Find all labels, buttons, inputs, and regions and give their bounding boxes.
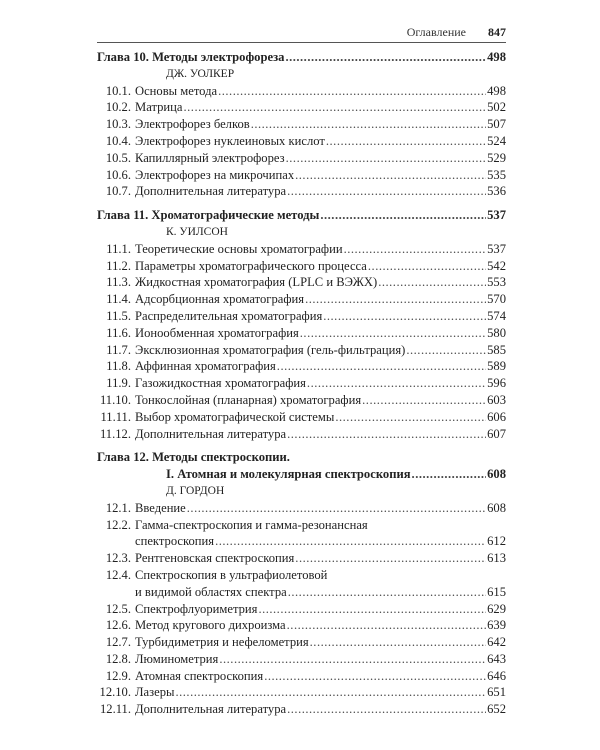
section-title: Электрофорез белков <box>135 117 250 132</box>
toc-entry <box>97 517 506 534</box>
section-page: 535 <box>487 167 506 182</box>
section-number: 10.3. <box>105 117 131 132</box>
section-page: 629 <box>487 601 506 616</box>
toc-entry <box>97 258 506 275</box>
section-title: Дополнительная литература <box>135 702 287 717</box>
section-number: 10.6. <box>105 167 131 182</box>
toc-entry <box>97 409 506 426</box>
toc-entry <box>97 426 506 443</box>
toc-entry <box>97 500 506 517</box>
section-page: 607 <box>487 426 506 441</box>
toc-entry <box>97 116 506 133</box>
chapter-author: К. УИЛСОН <box>166 225 228 238</box>
leader-dots <box>323 308 486 325</box>
section-title: Спектрофлуориметрия <box>135 601 258 616</box>
chapter-page: 498 <box>487 50 506 64</box>
page-number: 847 <box>488 25 506 39</box>
toc-entry <box>97 99 506 116</box>
section-title: Спектроскопия в ультрафиолетовой <box>135 567 328 582</box>
leader-dots <box>295 167 486 184</box>
section-number: 11.6. <box>106 325 131 340</box>
toc-entry <box>97 392 506 409</box>
section-number: 10.1. <box>105 83 131 98</box>
toc-entry <box>97 584 506 601</box>
toc-entry <box>97 651 506 668</box>
section-page: 498 <box>487 83 506 98</box>
section-title: Гамма-спектроскопия и гамма-резонансная <box>135 517 368 532</box>
toc-entry <box>97 183 506 200</box>
leader-dots <box>251 116 486 133</box>
toc-entry <box>97 308 506 325</box>
section-page: 574 <box>487 308 506 323</box>
section-page: 570 <box>487 292 506 307</box>
section-title: Рентгеновская спектроскопия <box>135 551 295 566</box>
section-page: 529 <box>487 150 506 165</box>
leader-dots <box>287 617 486 634</box>
section-number: 11.11. <box>100 409 131 424</box>
chapter-author: ДЖ. УОЛКЕР <box>166 67 235 80</box>
section-number: 12.9. <box>105 668 131 683</box>
section-title: Эксклюзионная хроматография (гель-фильтрация) <box>135 342 406 357</box>
leader-dots <box>295 550 486 567</box>
toc-entry <box>97 291 506 308</box>
toc-entry <box>97 375 506 392</box>
toc-entry <box>97 167 506 184</box>
chapter-heading-line <box>97 49 506 66</box>
section-title: спектроскопия <box>135 534 215 549</box>
toc-entry <box>97 241 506 258</box>
section-page: 585 <box>487 342 506 357</box>
toc-entry <box>97 342 506 359</box>
toc-entry <box>97 533 506 550</box>
section-page: 612 <box>487 534 506 549</box>
chapter-gap <box>97 200 506 207</box>
toc-entry <box>97 358 506 375</box>
section-number: 10.2. <box>105 100 131 115</box>
section-page: 553 <box>487 275 506 290</box>
section-title: Электрофорез на микрочипах <box>135 167 295 182</box>
chapter-title: Глава 12. Методы спектроскопии. <box>97 450 290 465</box>
toc-entry <box>97 133 506 150</box>
section-title: Введение <box>135 500 186 515</box>
section-page: 639 <box>487 618 506 633</box>
section-number: 11.3. <box>106 275 131 290</box>
section-title: Выбор хроматографической системы <box>135 409 335 424</box>
chapter-title: I. Атомная и молекулярная спектроскопия <box>166 467 411 482</box>
section-number: 10.4. <box>105 133 131 148</box>
chapter-heading-line <box>97 207 506 224</box>
section-title: Параметры хроматографического процесса <box>135 258 367 273</box>
chapter-title: Глава 10. Методы электрофореза <box>97 50 285 64</box>
section-title: Лазеры <box>135 685 175 700</box>
chapter-page: 608 <box>487 467 506 482</box>
leader-dots <box>307 375 486 392</box>
leader-dots <box>368 258 486 275</box>
chapter-gap <box>97 442 506 449</box>
section-page: 589 <box>487 359 506 374</box>
section-title: Аффинная хроматография <box>135 359 276 374</box>
section-title: Дополнительная литература <box>135 184 287 199</box>
table-of-contents <box>97 49 506 718</box>
section-page: 608 <box>487 500 506 515</box>
chapter-heading-line <box>97 449 506 466</box>
section-page: 615 <box>487 584 506 599</box>
leader-dots <box>310 634 486 651</box>
section-title: Метод кругового дихроизма <box>135 618 286 633</box>
section-title: Распределительная хроматография <box>135 308 323 323</box>
section-title: Люминометрия <box>135 651 219 666</box>
running-header-title: Оглавление <box>406 25 466 39</box>
section-title: Жидкостная хроматография (LPLC и ВЭЖХ) <box>135 275 378 290</box>
leader-dots <box>264 668 486 685</box>
toc-entry <box>97 601 506 618</box>
chapter-heading-line <box>97 466 506 483</box>
header-rule <box>97 42 506 43</box>
section-page: 652 <box>487 702 506 717</box>
section-page: 524 <box>487 133 506 148</box>
section-title: Ионообменная хроматография <box>135 325 299 340</box>
section-number: 11.10. <box>99 392 131 407</box>
section-number: 11.5. <box>106 308 131 323</box>
leader-dots <box>288 584 486 601</box>
section-page: 651 <box>487 685 506 700</box>
section-title: Атомная спектроскопия <box>135 668 264 683</box>
section-title: и видимой областях спектра <box>135 584 287 599</box>
section-number: 12.7. <box>105 635 131 650</box>
leader-dots <box>287 426 486 443</box>
section-number: 11.8. <box>106 359 131 374</box>
leader-dots <box>175 684 486 701</box>
section-title: Матрица <box>135 100 183 115</box>
chapter-page: 537 <box>487 208 506 223</box>
toc-entry <box>97 684 506 701</box>
section-number: 12.1. <box>105 500 131 515</box>
toc-entry <box>97 150 506 167</box>
section-number: 12.10. <box>99 685 131 700</box>
section-title: Газожидкостная хроматография <box>135 376 306 391</box>
section-number: 12.5. <box>105 601 131 616</box>
section-number: 12.11. <box>99 702 131 717</box>
section-page: 596 <box>487 376 506 391</box>
section-page: 603 <box>487 392 506 407</box>
leader-dots <box>218 83 486 100</box>
section-number: 12.8. <box>105 651 131 666</box>
section-page: 536 <box>487 184 506 199</box>
section-title: Адсорбционная хроматография <box>135 292 305 307</box>
section-title: Электрофорез нуклеиновых кислот <box>135 133 325 148</box>
section-page: 507 <box>487 117 506 132</box>
section-title: Основы метода <box>135 83 218 98</box>
section-title: Теоретические основы хроматографии <box>135 241 343 256</box>
section-page: 580 <box>487 325 506 340</box>
toc-entry <box>97 83 506 100</box>
section-number: 10.5. <box>105 150 131 165</box>
leader-dots <box>286 150 486 167</box>
section-page: 542 <box>487 258 506 273</box>
toc-entry <box>97 701 506 718</box>
leader-dots <box>335 409 486 426</box>
section-number: 10.7. <box>105 184 131 199</box>
leader-dots <box>305 291 486 308</box>
leader-dots <box>277 358 486 375</box>
toc-entry <box>97 567 506 584</box>
chapter-author: Д. ГОРДОН <box>166 484 225 497</box>
section-number: 11.4. <box>106 292 131 307</box>
leader-dots <box>344 241 487 258</box>
leader-dots <box>258 601 486 618</box>
leader-dots <box>320 207 486 224</box>
section-page: 643 <box>487 651 506 666</box>
leader-dots <box>378 274 486 291</box>
leader-dots <box>300 325 486 342</box>
leader-dots <box>219 651 486 668</box>
leader-dots <box>362 392 486 409</box>
section-page: 502 <box>487 100 506 115</box>
leader-dots <box>215 533 486 550</box>
chapter-title: Глава 11. Хроматографические методы <box>97 208 320 223</box>
leader-dots <box>285 49 486 66</box>
section-page: 613 <box>487 551 506 566</box>
section-number: 12.2. <box>105 517 131 532</box>
section-page: 537 <box>487 241 506 256</box>
running-header <box>97 25 506 41</box>
leader-dots <box>412 466 487 483</box>
leader-dots <box>287 183 486 200</box>
section-number: 11.9. <box>106 376 131 391</box>
section-page: 642 <box>487 635 506 650</box>
section-number: 11.1. <box>106 241 131 256</box>
section-number: 11.2. <box>106 258 131 273</box>
section-title: Капиллярный электрофорез <box>135 150 285 165</box>
toc-entry <box>97 634 506 651</box>
leader-dots <box>326 133 486 150</box>
section-number: 12.4. <box>105 567 131 582</box>
section-title: Тонкослойная (планарная) хроматография <box>135 392 362 407</box>
section-page: 646 <box>487 668 506 683</box>
leader-dots <box>187 500 486 517</box>
toc-entry <box>97 617 506 634</box>
section-title: Дополнительная литература <box>135 426 287 441</box>
leader-dots <box>287 701 486 718</box>
section-page: 606 <box>487 409 506 424</box>
toc-entry <box>97 550 506 567</box>
leader-dots <box>406 342 486 359</box>
toc-entry <box>97 325 506 342</box>
section-number: 11.7. <box>106 342 131 357</box>
toc-entry <box>97 668 506 685</box>
section-number: 12.6. <box>105 618 131 633</box>
section-number: 12.3. <box>105 551 131 566</box>
section-number: 11.12. <box>99 426 131 441</box>
toc-entry <box>97 274 506 291</box>
leader-dots <box>184 99 487 116</box>
section-title: Турбидиметрия и нефелометрия <box>135 635 309 650</box>
